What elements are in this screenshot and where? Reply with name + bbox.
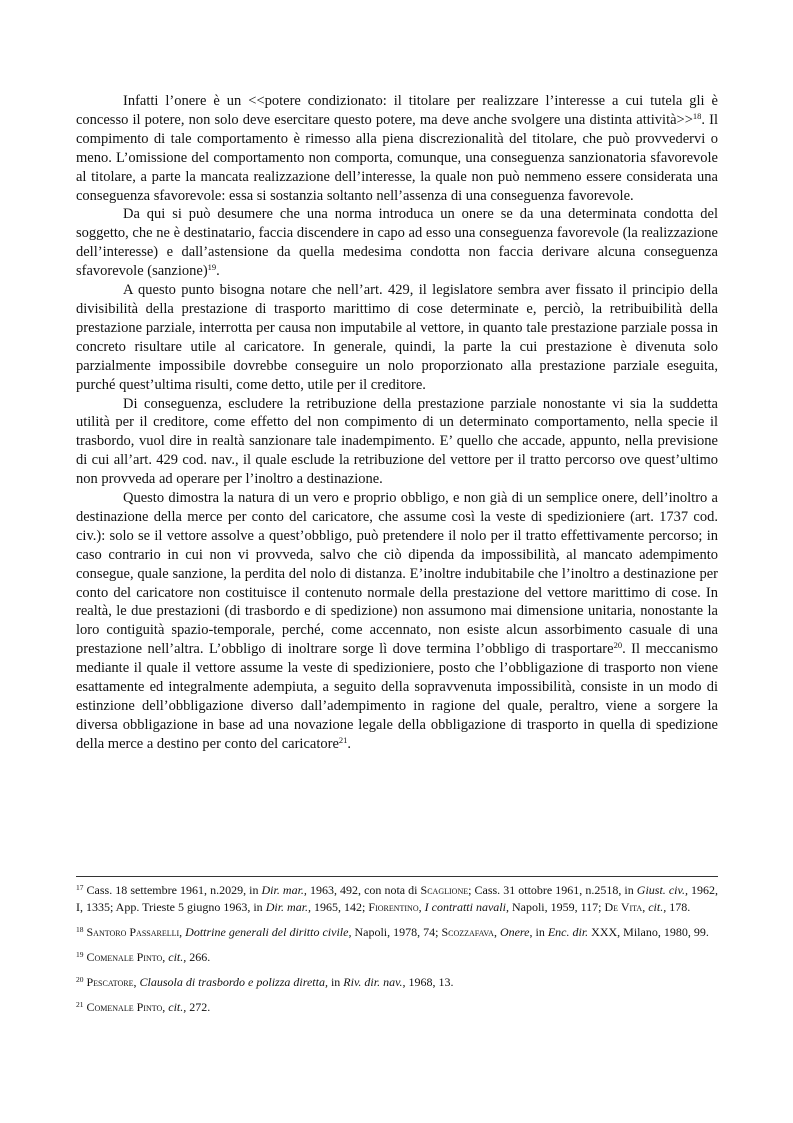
italic-text: Dottrine generali del diritto civile, xyxy=(185,925,352,939)
text-run: . xyxy=(216,263,220,280)
italic-text: cit., xyxy=(648,900,667,914)
footnote xyxy=(76,882,718,916)
text-run: , xyxy=(418,900,425,914)
paragraph xyxy=(76,395,718,490)
text-run: , xyxy=(642,900,649,914)
text-run: Napoli, 1978, 74; xyxy=(351,925,442,939)
text-run: Napoli, 1959, 117; xyxy=(508,900,605,914)
paragraph xyxy=(76,205,718,281)
text-run: , xyxy=(162,1000,169,1014)
footnote-ref: 18 xyxy=(692,110,702,121)
italic-text: cit., xyxy=(168,950,187,964)
author-name: Santoro Passarelli xyxy=(86,925,180,939)
author-name: Fiorentino xyxy=(368,900,419,914)
footnote-ref: 19 xyxy=(207,262,217,273)
italic-text: Giust. civ., xyxy=(636,883,688,897)
footnote-ref: 20 xyxy=(613,640,623,651)
text-run: Di conseguenza, escludere la retribuzione della prestazione parziale nonostante vi sia la suddetta utilità per il creditore, come effetto del non compimento di un determinato comportamento, nella specie il trasbordo, vuol dire in realtà sanzionare tale inadempimento. E’ quello che accade, appunto, nella previsione di cui all’art. 429 cod. nav., il quale esclude la retribuzione del vettore per il tratto percorso ove quest’ultimo non provveda ad operare per l’inoltro a destinazione. xyxy=(76,395,718,488)
author-name: Scaglione xyxy=(420,883,469,897)
author-name: De Vita xyxy=(604,900,643,914)
text-run: . Il compimento di tale comportamento è rimesso alla piena discrezionalità del titolare, che può provvedervi o meno. L’omissione del comportamento non comporta, comunque, una conseguenza sanzionatoria sfavorevole al titolare, a parte la mancata realizzazione dell’interesse, la quale non può nemmeno essere considerata una conseguenza sfavorevole: essa si sostanzia soltanto nell’assenza di una conseguenza favorevole. xyxy=(76,111,718,204)
text-run: 1963, 492, con nota di xyxy=(306,883,421,897)
footnote-ref: 19 xyxy=(76,950,84,959)
author-name: Comenale Pinto xyxy=(86,1000,163,1014)
text-run: , xyxy=(133,975,140,989)
footnote xyxy=(76,949,718,966)
text-run: Questo dimostra la natura di un vero e proprio obbligo, e non già di un semplice onere, dell’inoltro a destinazione della merce per conto del caricatore, che assume così la veste di spedizioniere (art. 1737 cod. civ.): solo se il vettore assolve a quest’obbligo, può pretendere il nolo per il tratto effettivamente percorso; in caso contrario in cui non vi provveda, salvo che ciò dipenda da impossibilità, al mancato adempimento consegue, quale sanzione, la perdita del nolo di distanza. E’inoltre indubitabile che l’inoltro a destinazione per conto del caricatore non costituisce il contenuto normale della prestazione del vettore marittimo di cose. In realtà, le due prestazioni (di trasbordo e di spedizione) non assumono mai dimensione unitaria, nonostante la loro contiguità spazio-temporale, perché, come accennato, non esiste alcun assorbimento casuale di una prestazione nell’altra. L’obbligo di inoltrare sorge lì dove termina l’obbligo di trasportare xyxy=(76,490,718,658)
text-run: , xyxy=(493,925,500,939)
italic-text: I contratti navali, xyxy=(424,900,509,914)
text-run: . Il meccanismo mediante il quale il vettore assume la veste di spedizioniere, posto che l’obbligazione di trasporto non viene esattamente ed integralmente adempiuta, a seguito della sopravvenuta impossibilità, consiste in un modo di estinzione dell’obbligazione diverso dall’adempimento in ragione del quale, peraltro, viene a sorgere la diversa obbligazione in base ad una novazione legale della obbligazione di trasporto in quella di spedizione della merce a destino per conto del caricatore xyxy=(76,641,718,752)
paragraph xyxy=(76,92,718,205)
italic-text: Onere xyxy=(499,925,530,939)
italic-text: Enc. dir. xyxy=(547,925,589,939)
italic-text: Dir. mar., xyxy=(265,900,312,914)
text-run: 272. xyxy=(186,1000,211,1014)
text-run: 1962, I, 1335; App. Trieste 5 giugno 1963, in xyxy=(76,883,719,914)
footnote xyxy=(76,924,718,941)
text-run: in xyxy=(327,975,344,989)
text-run: 1965, 142; xyxy=(311,900,369,914)
author-name: Comenale Pinto xyxy=(86,950,163,964)
text-run: A questo punto bisogna notare che nell’art. 429, il legislatore sembra aver fissato il principio della divisibilità della prestazione di trasporto marittimo di cose determinate e, perciò, la retribuibilità della prestazione parziale, interrotta per causa non imputabile al vettore, in quanto tale prestazione parziale possa in concreto risultare utile al caricatore. In generale, quindi, la parte la cui prestazione è divenuta solo parzialmente impossibile dovrebbe conseguire un nolo proporzionato alla prestazione parziale eseguita, purché quest’ultima risulti, come detto, utile per il creditore. xyxy=(76,282,718,393)
author-name: Scozzafava xyxy=(441,925,494,939)
italic-text: Riv. dir. nav., xyxy=(343,975,406,989)
footnote-ref: 20 xyxy=(76,975,84,984)
text-run: , xyxy=(162,950,169,964)
text-run: , in xyxy=(529,925,548,939)
footnotes-section xyxy=(76,876,718,1024)
text-run: 266. xyxy=(186,950,211,964)
footnote xyxy=(76,974,718,991)
footnote xyxy=(76,999,718,1016)
text-run: ; Cass. 31 ottobre 1961, n.2518, in xyxy=(468,883,637,897)
page-body xyxy=(76,92,718,754)
text-run: XXX, Milano, 1980, 99. xyxy=(588,925,709,939)
paragraph xyxy=(76,489,718,754)
text-run: , xyxy=(179,925,186,939)
body-text xyxy=(76,92,718,754)
text-run: Da qui si può desumere che una norma introduca un onere se da una determinata condotta del soggetto, che ne è destinatario, faccia discendere in capo ad esso una conseguenza favorevole (la realizzazione dell’interesse) e dall’astensione da quella medesima condotta non faccia derivare alcuna conseguenza sfavorevole (sanzione) xyxy=(76,206,718,280)
italic-text: Clausola di trasbordo e polizza diretta, xyxy=(139,975,328,989)
footnote-ref: 21 xyxy=(338,734,348,745)
italic-text: Dir. mar., xyxy=(261,883,307,897)
footnote-ref: 21 xyxy=(76,1000,84,1009)
footnote-ref: 18 xyxy=(76,925,84,934)
text-run: Infatti l’onere è un <<potere condizionato: il titolare per realizzare l’interesse a cui tutela gli è concesso il potere, non solo deve esercitare questo potere, ma deve anche svolgere una distinta attività>> xyxy=(76,93,718,128)
footnote-separator xyxy=(76,876,718,877)
footnote-ref: 17 xyxy=(76,883,84,892)
italic-text: cit., xyxy=(168,1000,187,1014)
author-name: Pescatore xyxy=(86,975,134,989)
text-run: 178. xyxy=(666,900,691,914)
text-run: Cass. 18 settembre 1961, n.2029, in xyxy=(83,883,262,897)
text-run: 1968, 13. xyxy=(405,975,454,989)
text-run: . xyxy=(347,735,352,752)
paragraph xyxy=(76,281,718,394)
